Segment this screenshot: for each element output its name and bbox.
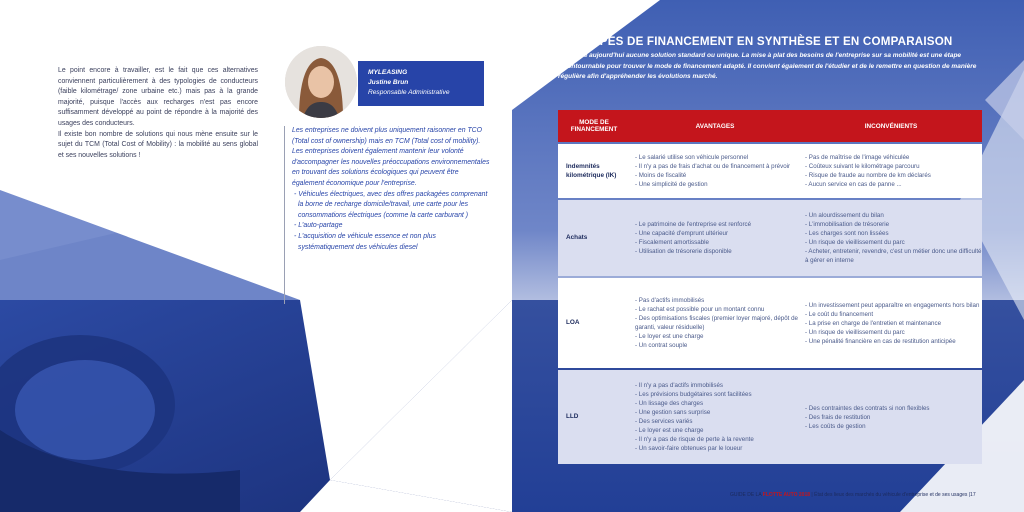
disadvantage-item: - Une pénalité financière en cas de restitution anticipée (805, 337, 956, 345)
row-mode: Achats (566, 234, 588, 242)
advantage-item: - Le patrimoine de l'entreprise est renforcé (635, 221, 752, 228)
person-portrait-icon (285, 46, 357, 118)
disadvantage-item: - Des frais de restitution (805, 413, 871, 421)
advantage-item: - Une capacité d'emprunt ultérieur (635, 230, 729, 237)
left-column-text (58, 66, 258, 161)
disadvantage-item: - Coûteux suivant le kilométrage parcouru (805, 163, 920, 170)
advantage-item: - Un contrat souple (635, 342, 688, 349)
advantage-item: - Le loyer est une charge (635, 333, 704, 340)
profile-role: Responsable Administrative (368, 89, 450, 96)
advantage-item: - Il n'y a pas de risque de perte à la revente (635, 436, 754, 443)
advantage-item: - Le rachat est possible pour un montant connu (635, 306, 765, 313)
disadvantage-item: - Un investissement peut apparaître en engagements hors bilan (805, 301, 980, 309)
disadvantage-item: - L'immobilisation de trésorerie (805, 221, 890, 228)
disadvantage-item: - Acheter, entretenir, revendre, c'est un métier donc une difficulté à gérer en interne (805, 248, 982, 264)
advantage-item: - Des optimisations fiscales (premier loyer majoré, dépôt de garanti, valeur résiduelle) (635, 315, 799, 331)
row-disadvantages (800, 301, 982, 346)
disadvantage-item: - Risque de fraude au nombre de km déclarés (805, 172, 931, 179)
table-body (558, 144, 982, 464)
advantage-item: - Il n'y a pas de frais d'achat ou de financement à prévoir (635, 163, 791, 170)
footer-rest: | État des lieux des marchés du véhicule d'entreprise et de ses usages |17 (811, 492, 976, 498)
disadvantage-item: - La prise en charge de l'entretien et maintenance (805, 319, 942, 327)
advantage-item: - Moins de fiscalité (635, 172, 687, 179)
row-mode: LLD (566, 413, 579, 421)
row-advantages (630, 220, 800, 256)
disadvantage-item: - Pas de maîtrise de l'image véhiculée (805, 154, 910, 161)
header-mode: MODE DE FINANCEMENT (570, 119, 618, 133)
profile-card (358, 61, 484, 106)
profile-company: MYLEASING (368, 69, 408, 76)
advantage-item: - Il n'y a pas d'actifs immobilisés (635, 382, 723, 389)
left-paragraph-2: Il existe bon nombre de solutions qui nous mène ensuite sur le sujet du TCM (Total Cost of Mobility) : la mobilité au sens global et ses nouvelles solutions ! (58, 130, 258, 159)
section-heading: LES TYPES DE FINANCEMENT EN SYNTHÈSE ET EN COMPARAISON (558, 35, 953, 48)
row-mode: Indemnités kilométrique (IK) (566, 162, 617, 179)
table-row (558, 200, 982, 276)
quote-bullet: - L'auto-partage (294, 222, 343, 230)
quote-block (292, 126, 492, 253)
left-paragraph-1: Le point encore à travailler, est le fait que ces alternatives conviennent particulièrement à des typologies de conducteurs (faible kilométrage/ zone urbaine etc.) mais pas à la grande majorité, puisque l'accès aux recharges n'est pas encore suffisamment développé au point de répondre à la majorité des usages des conducteurs. (58, 67, 258, 127)
row-disadvantages (800, 404, 982, 431)
disadvantage-item: - Le coût du financement (805, 310, 874, 318)
quote-bullet: - Véhicules électriques, avec des offres packagées comprenant la borne de recharge domicile/travail, une carte pour les consommations électriques (comme la carte carburant ) (294, 190, 488, 219)
advantage-item: - Le loyer est une charge (635, 427, 704, 434)
advantage-item: - Un lissage des charges (635, 400, 704, 407)
row-advantages (630, 381, 800, 453)
table-row (558, 144, 982, 198)
advantage-item: - Une simplicité de gestion (635, 181, 708, 188)
page-footer (730, 492, 976, 498)
footer-prefix: GUIDE DE LA (730, 492, 762, 498)
row-disadvantages (800, 153, 982, 189)
advantage-item: - Un savoir-faire obtenues par le loueur (635, 445, 743, 452)
disadvantage-item: - Les coûts de gestion (805, 422, 866, 430)
advantage-item: - Fiscalement amortissable (635, 239, 709, 246)
quote-divider (284, 126, 285, 304)
advantage-item: - Le salarié utilise son véhicule personnel (635, 154, 749, 161)
advantage-item: - Les prévisions budgétaires sont facilitées (635, 391, 752, 398)
row-mode: LOA (566, 319, 580, 327)
advantage-item: - Utilisation de trésorerie disponible (635, 248, 732, 255)
disadvantage-item: - Les charges sont non lissées (805, 230, 889, 237)
header-advantages: AVANTAGES (695, 122, 735, 130)
row-advantages (630, 153, 800, 189)
row-disadvantages (800, 211, 982, 265)
disadvantage-item: - Un risque de vieillissement du parc (805, 239, 905, 246)
table-header (558, 110, 982, 142)
quote-bullet: - L'acquisition de véhicule essence et non plus systématiquement des véhicules diesel (294, 232, 436, 251)
header-disadvantages: INCONVÉNIENTS (864, 122, 918, 130)
quote-paragraph-2: Les entreprises doivent également mantenir leur volonté d'accompagner les nouvelles préoccupations environnementales en trouvant des solutions écologiques qui peuvent être également économique pour l'entreprise. (292, 148, 490, 187)
section-intro: Il n'existe aujourd'hui aucune solution standard ou unique. La mise à plat des besoins de l'entreprise sur sa mobilité est une étape incontournable pour trouver le mode de financement adapté. Il convient également de l'étudier et de le remettre en question de manière régulière afin d'appréhender les évolutions marché. (558, 52, 977, 81)
table-row (558, 370, 982, 464)
disadvantage-item: - Un alourdissement du bilan (805, 212, 884, 219)
avatar (285, 46, 357, 118)
disadvantage-item: - Aucun service en cas de panne ... (805, 181, 902, 188)
row-advantages (630, 296, 800, 350)
table-row (558, 278, 982, 368)
footer-brand: FLOTTE AUTO 2018 (762, 492, 811, 498)
profile-name: Justine Brun (368, 79, 409, 86)
advantage-item: - Des services variés (635, 418, 693, 425)
disadvantage-item: - Des contraintes des contrats si non flexibles (805, 404, 930, 412)
advantage-item: - Une gestion sans surprise (635, 409, 711, 416)
disadvantage-item: - Un risque de vieillissement du parc (805, 328, 905, 336)
quote-paragraph-1: Les entreprises ne doivent plus uniquement raisonner en TCO (Total cost of ownership) mais en TCM (Total cost of mobility). (292, 127, 482, 145)
advantage-item: - Pas d'actifs immobilisés (635, 297, 705, 304)
financing-table (558, 110, 982, 464)
